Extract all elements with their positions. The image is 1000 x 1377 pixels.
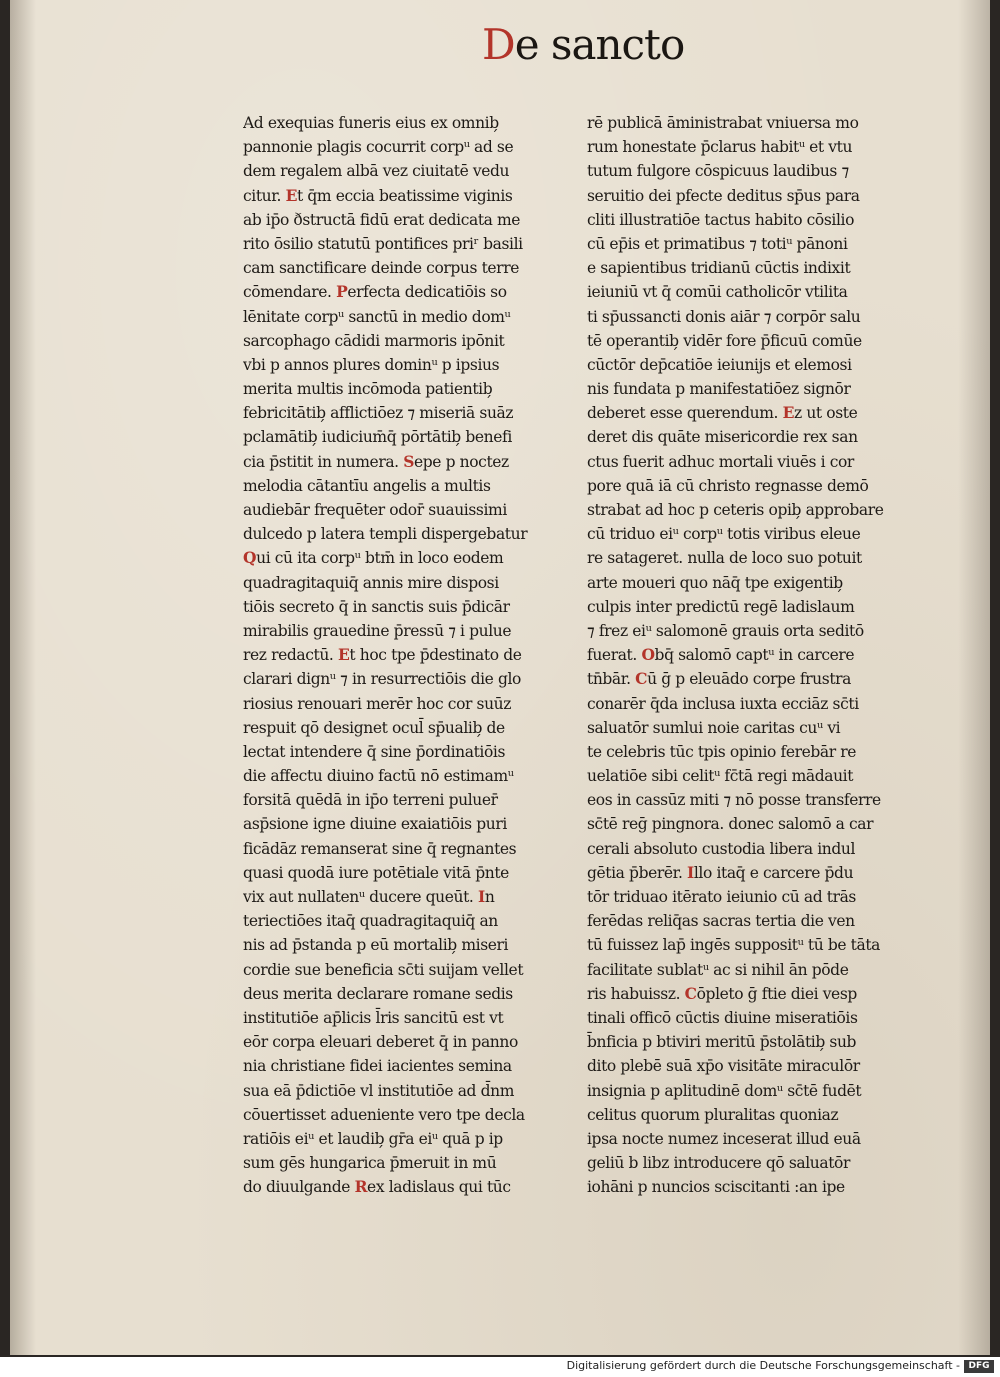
right-column-line: ris habuissz. Cōpleto ḡ ftie diei vesp bbox=[587, 983, 857, 1003]
right-column-line: cū ep̄is et primatibus ⁊ totiᵘ pānoni bbox=[587, 234, 848, 253]
right-column-line: ctus fuerit adhuc mortali viuēs i cor bbox=[587, 452, 854, 471]
left-column-line: nia christiane fidei iacientes semina bbox=[243, 1057, 512, 1076]
right-column-line: geliū b libz introducere qō saluatōr bbox=[587, 1154, 851, 1173]
right-column-line: dito plebē suā xp̄o visitāte miraculōr bbox=[587, 1057, 860, 1076]
left-column-line: teriectiōes itaq̄ quadragitaquiq̄ an bbox=[243, 912, 498, 931]
left-column-line: institutiōe ap̄licis l̄ris sancitū est vt bbox=[243, 1008, 504, 1027]
rubric-initial: P bbox=[336, 282, 348, 302]
manuscript-page bbox=[10, 0, 990, 1355]
right-column-line: te celebris tūc tpis opinio ferebār re bbox=[587, 742, 857, 761]
left-column-line: Ad exequias funeris eius ex omnib̗ bbox=[243, 114, 499, 132]
right-column-line: iohāni p nuncios sciscitanti :an ipe bbox=[587, 1178, 845, 1197]
left-column-line: asp̄sione igne diuine exaiatiōis puri bbox=[243, 815, 507, 834]
right-column-line: seruitio dei pfecte deditus sp̄us para bbox=[587, 186, 860, 205]
left-column-line: citur. Et q̄m eccia beatissime viginis bbox=[243, 185, 513, 205]
rubric-initial: E bbox=[782, 403, 795, 423]
right-column-line: tū fuissez lap̄ ingēs suppositᵘ tū be tāta bbox=[587, 936, 881, 955]
left-column-line: clarari dignᵘ ⁊ in resurrectiōis die glo bbox=[243, 670, 521, 689]
page-header bbox=[482, 18, 684, 72]
right-column-line: insignia p aplitudinē domᵘ sc̄tē fudēt bbox=[587, 1081, 862, 1100]
left-column-line: cam sanctificare deinde corpus terre bbox=[243, 259, 519, 278]
right-column-line: conarēr q̄da inclusa iuxta ecciāz sc̄ti bbox=[587, 694, 859, 713]
left-column-line: sum gēs hungarica p̄meruit in mū bbox=[243, 1154, 497, 1173]
right-column-line: ti sp̄ussancti donis aiār ⁊ corpōr salu bbox=[587, 307, 861, 326]
left-column-line: cōmendare. Perfecta dedicatiōis so bbox=[243, 282, 507, 302]
left-column-line: audiebār frequēter odor̄ suauissimi bbox=[243, 501, 507, 519]
left-column-line: lēnitate corpᵘ sanctū in medio domᵘ bbox=[243, 307, 511, 326]
left-column-line: quadragitaquiq̄ annis mire disposi bbox=[243, 573, 499, 592]
right-column-line: pore quā iā cū christo regnasse demō bbox=[587, 476, 869, 495]
dfg-logo: DFG bbox=[964, 1360, 994, 1373]
left-column-line: lectat intendere q̄ sine p̄ordinatiōis bbox=[243, 742, 506, 761]
left-column-line: ficādāz remanserat sine q̄ regnantes bbox=[243, 839, 517, 858]
right-column-line: ipsa nocte numez inceserat illud euā bbox=[587, 1129, 861, 1148]
header-initial: D bbox=[482, 20, 515, 69]
right-column-line: cliti illustratiōe tactus habito cōsilio bbox=[587, 210, 855, 229]
left-column-line: forsitā quēdā in ip̄o terreni puluer̄ bbox=[243, 791, 498, 810]
left-column-line: cordie sue beneficia sc̄ti suijam vellet bbox=[243, 960, 524, 979]
rubric-initial: I bbox=[478, 887, 485, 906]
header-text: e sancto bbox=[514, 20, 685, 69]
left-column-line: ab ip̄o ðstructā fidū erat dedicata me bbox=[243, 210, 521, 229]
left-column-line: die affectu diuino factū nō estimamᵘ bbox=[243, 767, 514, 786]
right-column-line: deberet esse querendum. Ez ut oste bbox=[587, 403, 858, 423]
left-column-line: ratiōis eiᵘ et laudib̗ gr̄a eiᵘ quā p ip bbox=[243, 1129, 503, 1148]
right-column-line: ferēdas reliq̄as sacras tertia die ven bbox=[587, 912, 855, 931]
left-column-line: sarcophago cādidi marmoris ipōnit bbox=[243, 331, 505, 350]
left-column-line: cia p̄stitit in numera. Sepe p noctez bbox=[243, 451, 509, 471]
right-column-line: fuerat. Obq̄ salomō captᵘ in carcere bbox=[587, 645, 855, 665]
right-column-line: ⁊ frez eiᵘ salomonē grauis orta seditō bbox=[587, 621, 864, 640]
right-column-line: e sapientibus tridianū cūctis indixit bbox=[587, 259, 851, 278]
left-column-line: dem regalem albā vez ciuitatē vedu bbox=[243, 162, 510, 181]
right-column-line: ieiuniū vt q̄ comūi catholicōr vtilita bbox=[587, 283, 848, 302]
rubric-initial: O bbox=[641, 645, 655, 665]
right-column-line: sc̄tē reḡ pingnora. donec salomō a car bbox=[587, 815, 874, 834]
funding-credit: Digitalisierung gefördert durch die Deutsche Forschungsgemeinschaft - bbox=[566, 1359, 960, 1372]
right-column-line: nis fundata p manifestatiōez signōr bbox=[587, 380, 851, 399]
right-column-line: tē operantib̗ vidēr fore p̄ficuū comūe bbox=[587, 331, 862, 350]
right-column-line: tn̄bār. Cū ḡ p eleuādo corpe frustra bbox=[587, 669, 852, 689]
right-column-line: re satageret. nulla de loco suo potuit bbox=[587, 549, 862, 568]
rubric-initial: C bbox=[684, 983, 697, 1003]
left-column-line: mirabilis grauedine p̄ressū ⁊ i pulue bbox=[243, 621, 512, 640]
left-column-line: rez redactū. Et hoc tpe p̄destinato de bbox=[243, 645, 522, 665]
right-column-line: tōr triduao itērato ieiunio cū ad trās bbox=[587, 888, 856, 906]
right-column-line: rē publicā āministrabat vniuersa mo bbox=[587, 114, 859, 132]
left-column-line: riosius renouari merēr hoc cor suūz bbox=[243, 694, 512, 713]
right-column-line: cerali absoluto custodia libera indul bbox=[587, 839, 856, 858]
left-column-line: quasi quodā iure potētiale vitā p̄nte bbox=[243, 863, 509, 882]
left-column-line: pannonie plagis cocurrit corpᵘ ad se bbox=[243, 138, 514, 157]
rubric-initial: C bbox=[635, 669, 648, 689]
left-column-line: pclamātib̗ iudicium̄q̄ pōrtātib̗ benefi bbox=[243, 428, 512, 447]
left-column-line: sua eā p̄dictiōe vl institutiōe ad d̄nm bbox=[243, 1081, 514, 1100]
rubric-initial: E bbox=[285, 185, 298, 205]
right-column-line: b̄nficia p btiviri meritū p̄stolātib̗ sub bbox=[587, 1033, 857, 1052]
right-column-line: arte moueri quo nāq̄ tpe exigentib̗ bbox=[587, 573, 843, 592]
left-column-line: deus merita declarare romane sedis bbox=[243, 984, 513, 1003]
right-column-line: deret dis quāte misericordie rex san bbox=[587, 428, 858, 447]
right-column-line: facilitate sublatᵘ ac si nihil ān pōde bbox=[587, 960, 849, 979]
left-column-line: do diuulgande Rex ladislaus qui tūc bbox=[243, 1177, 511, 1197]
left-column-line: dulcedo p latera templi dispergebatur bbox=[243, 525, 528, 544]
left-column-line: respuit qō designet ocul̄ sp̄ualib̗ de bbox=[243, 718, 505, 737]
rubric-initial: R bbox=[354, 1177, 368, 1197]
right-column-line: saluatōr sumlui noie caritas cuᵘ vi bbox=[587, 718, 841, 737]
left-column-line: rito ōsilio statutū pontifices priʳ basili bbox=[243, 234, 523, 253]
right-column-line: rum honestate p̄clarus habitᵘ et vtu bbox=[587, 138, 853, 157]
right-column-line: celitus quorum pluralitas quoniaz bbox=[587, 1105, 839, 1124]
right-column-line: cūctōr dep̄catiōe ieiunijs et elemosi bbox=[587, 355, 852, 374]
binding-shadow bbox=[10, 0, 36, 1355]
rubric-initial: I bbox=[687, 862, 694, 882]
right-column-line: strabat ad hoc p ceteris opib̗ approbare bbox=[587, 501, 884, 519]
left-column-line: melodia cātantīu angelis a multis bbox=[243, 476, 491, 495]
left-column-line: cōuertisset adueniente vero tpe decla bbox=[243, 1105, 525, 1124]
rubric-initial: E bbox=[337, 645, 350, 665]
right-column-line: culpis inter predictū regē ladislaum bbox=[587, 597, 855, 616]
left-column-line: vix aut nullatenᵘ ducere queūt. In bbox=[243, 887, 495, 906]
left-column-line: febricitātib̗ afflictiōez ⁊ miseriā suāz bbox=[243, 404, 514, 423]
page-edge-shadow bbox=[958, 0, 990, 1355]
right-column-line: uelatiōe sibi celitᵘ fc̄tā regi mādauit bbox=[587, 767, 854, 786]
right-column-line: eos in cassūz miti ⁊ nō posse transferre bbox=[587, 791, 881, 810]
text-column-left bbox=[243, 111, 543, 1199]
footer-bar bbox=[0, 1357, 1000, 1377]
rubric-initial: S bbox=[403, 451, 415, 471]
left-column-line: merita multis incōmoda patientib̗ bbox=[243, 380, 493, 399]
left-column-line: Qui cū ita corpᵘ btm̄ in loco eodem bbox=[243, 548, 504, 568]
right-column-line: gētia p̄berēr. Illo itaq̄ e carcere p̄du bbox=[587, 862, 854, 882]
left-column-line: vbi p annos plures dominᵘ p ipsius bbox=[243, 355, 500, 374]
right-column-line: tutum fulgore cōspicuus laudibus ⁊ bbox=[587, 162, 849, 181]
right-column-line: tinali officō cūctis diuine miseratiōis bbox=[587, 1008, 858, 1027]
text-column-right bbox=[587, 111, 887, 1199]
left-column-line: eōr corpa eleuari deberet q̄ in panno bbox=[243, 1033, 518, 1052]
left-column-line: tiōis secreto q̄ in sanctis suis p̄dicār bbox=[243, 597, 510, 616]
right-column-line: cū triduo eiᵘ corpᵘ totis viribus eleue bbox=[587, 525, 861, 544]
rubric-initial: Q bbox=[243, 548, 257, 568]
left-column-line: nis ad p̄standa p eū mortalib̗ miseri bbox=[243, 936, 509, 955]
